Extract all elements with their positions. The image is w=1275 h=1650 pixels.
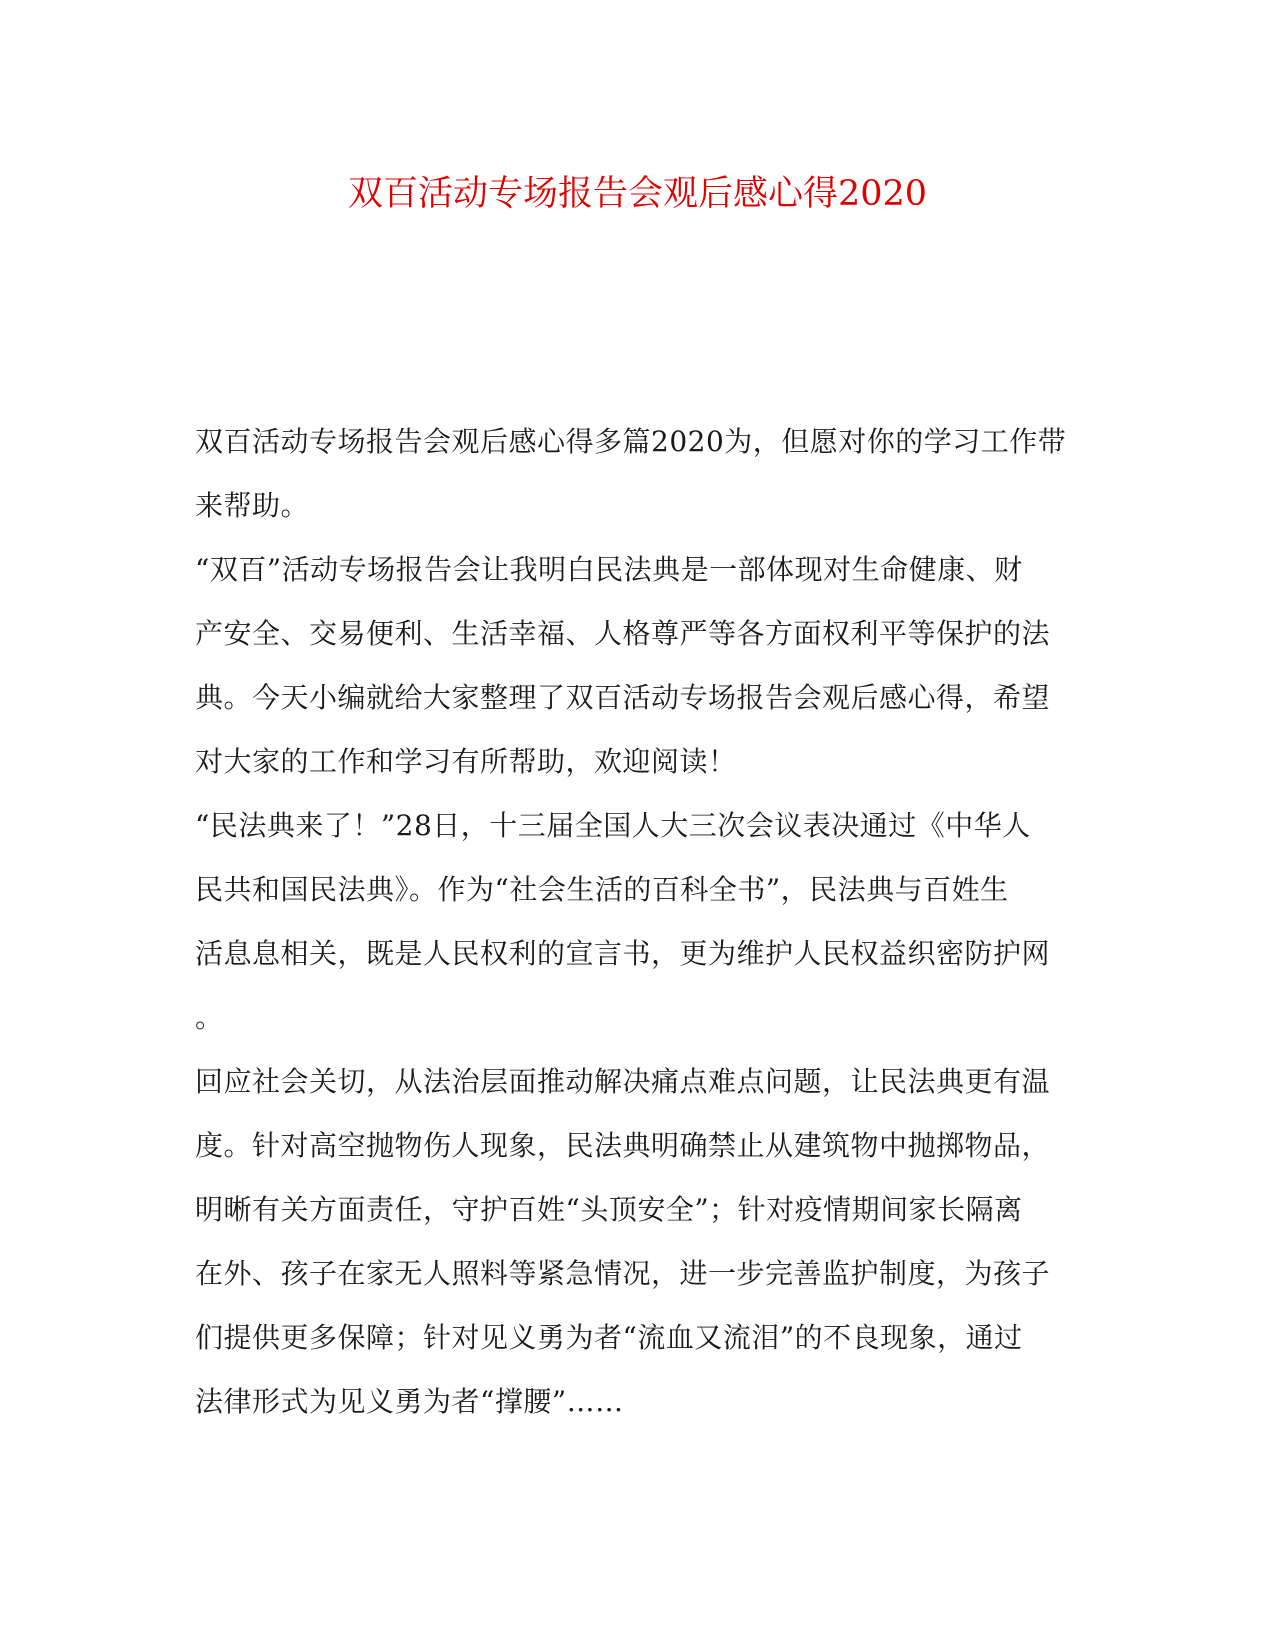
- body-line: 度。针对高空抛物伤人现象，民法典明确禁止从建筑物中抛掷物品，: [195, 1129, 1051, 1162]
- body-line: 产安全、交易便利、生活幸福、人格尊严等各方面权利平等保护的法: [195, 617, 1051, 650]
- body-line: 法律形式为见义勇为者“撑腰”……: [195, 1385, 624, 1418]
- body-line: 民共和国民法典》。作为“社会生活的百科全书”，民法典与百姓生: [195, 873, 1009, 906]
- document-title: 双百活动专场报告会观后感心得2020: [347, 174, 928, 214]
- document-body: [195, 410, 1075, 1434]
- body-line: 活息息相关，既是人民权利的宣言书，更为维护人民权益织密防护网: [195, 937, 1051, 970]
- body-line: 在外、孩子在家无人照料等紧急情况，进一步完善监护制度，为孩子: [195, 1257, 1051, 1290]
- body-line: 明晰有关方面责任，守护百姓“头顶安全”；针对疫情期间家长隔离: [195, 1193, 1023, 1226]
- body-line: 。: [195, 1001, 224, 1034]
- body-line: “民法典来了！”28日，十三届全国人大三次会议表决通过《中华人: [195, 809, 1031, 842]
- body-line: 来帮助。: [195, 489, 310, 522]
- body-line: 典。今天小编就给大家整理了双百活动专场报告会观后感心得，希望: [195, 681, 1051, 714]
- body-line: 们提供更多保障；针对见义勇为者“流血又流泪”的不良现象，通过: [195, 1321, 1023, 1354]
- body-line: 回应社会关切，从法治层面推动解决痛点难点问题，让民法典更有温: [195, 1065, 1051, 1098]
- body-line: 双百活动专场报告会观后感心得多篇2020为，但愿对你的学习工作带: [195, 425, 1067, 458]
- body-line: 对大家的工作和学习有所帮助，欢迎阅读！: [195, 745, 737, 778]
- body-line: “双百”活动专场报告会让我明白民法典是一部体现对生命健康、财: [195, 553, 1023, 586]
